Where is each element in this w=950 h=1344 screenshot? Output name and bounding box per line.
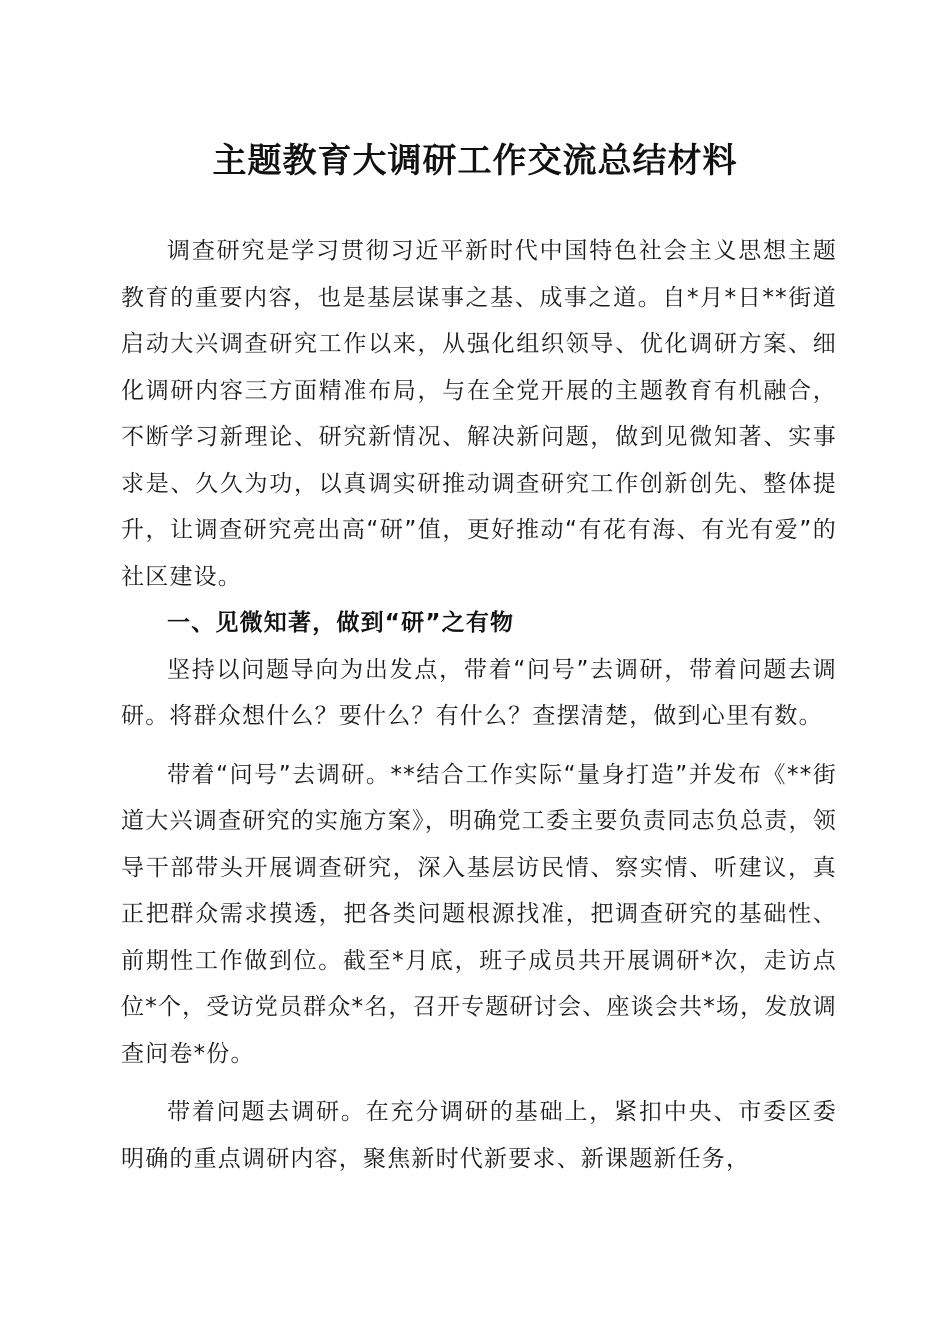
document-body bbox=[121, 228, 837, 1182]
body-paragraph: 带着问题去调研。在充分调研的基础上，紧扣中央、市委区委明确的重点调研内容，聚焦新时代新要求、新课题新任务， bbox=[121, 1099, 837, 1172]
document-title: 主题教育大调研工作交流总结材料 bbox=[212, 141, 738, 181]
body-paragraph: 坚持以问题导向为出发点，带着“问号”去调研，带着问题去调研。将群众想什么？要什么？有什么？查摆清楚，做到心里有数。 bbox=[121, 656, 837, 729]
body-paragraph: 带着“问号”去调研。**结合工作实际“量身打造”并发布《**街道大兴调查研究的实施方案》，明确党工委主要负责同志负总责，领导干部带头开展调查研究，深入基层访民情、察实情、听建议，真正把群众需求摸透，把各类问题根源找准，把调查研究的基础性、前期性工作做到位。截至*月底，班子成员共开展调研*次，走访点位*个，受访党员群众*名，召开专题研讨会、座谈会共*场，发放调查问卷*份。 bbox=[121, 761, 837, 1067]
intro-paragraph: 调查研究是学习贯彻习近平新时代中国特色社会主义思想主题教育的重要内容，也是基层谋事之基、成事之道。自*月*日**街道启动大兴调查研究工作以来，从强化组织领导、优化调研方案、细化调研内容三方面精准布局，与在全党开展的主题教育有机融合，不断学习新理论、研究新情况、解决新问题，做到见微知著、实事求是、久久为功，以真调实研推动调查研究工作创新创先、整体提升，让调查研究亮出高“研”值，更好推动“有花有海、有光有爱”的社区建设。 bbox=[121, 238, 837, 590]
section-heading: 一、见微知著，做到“研”之有物 bbox=[167, 610, 515, 636]
